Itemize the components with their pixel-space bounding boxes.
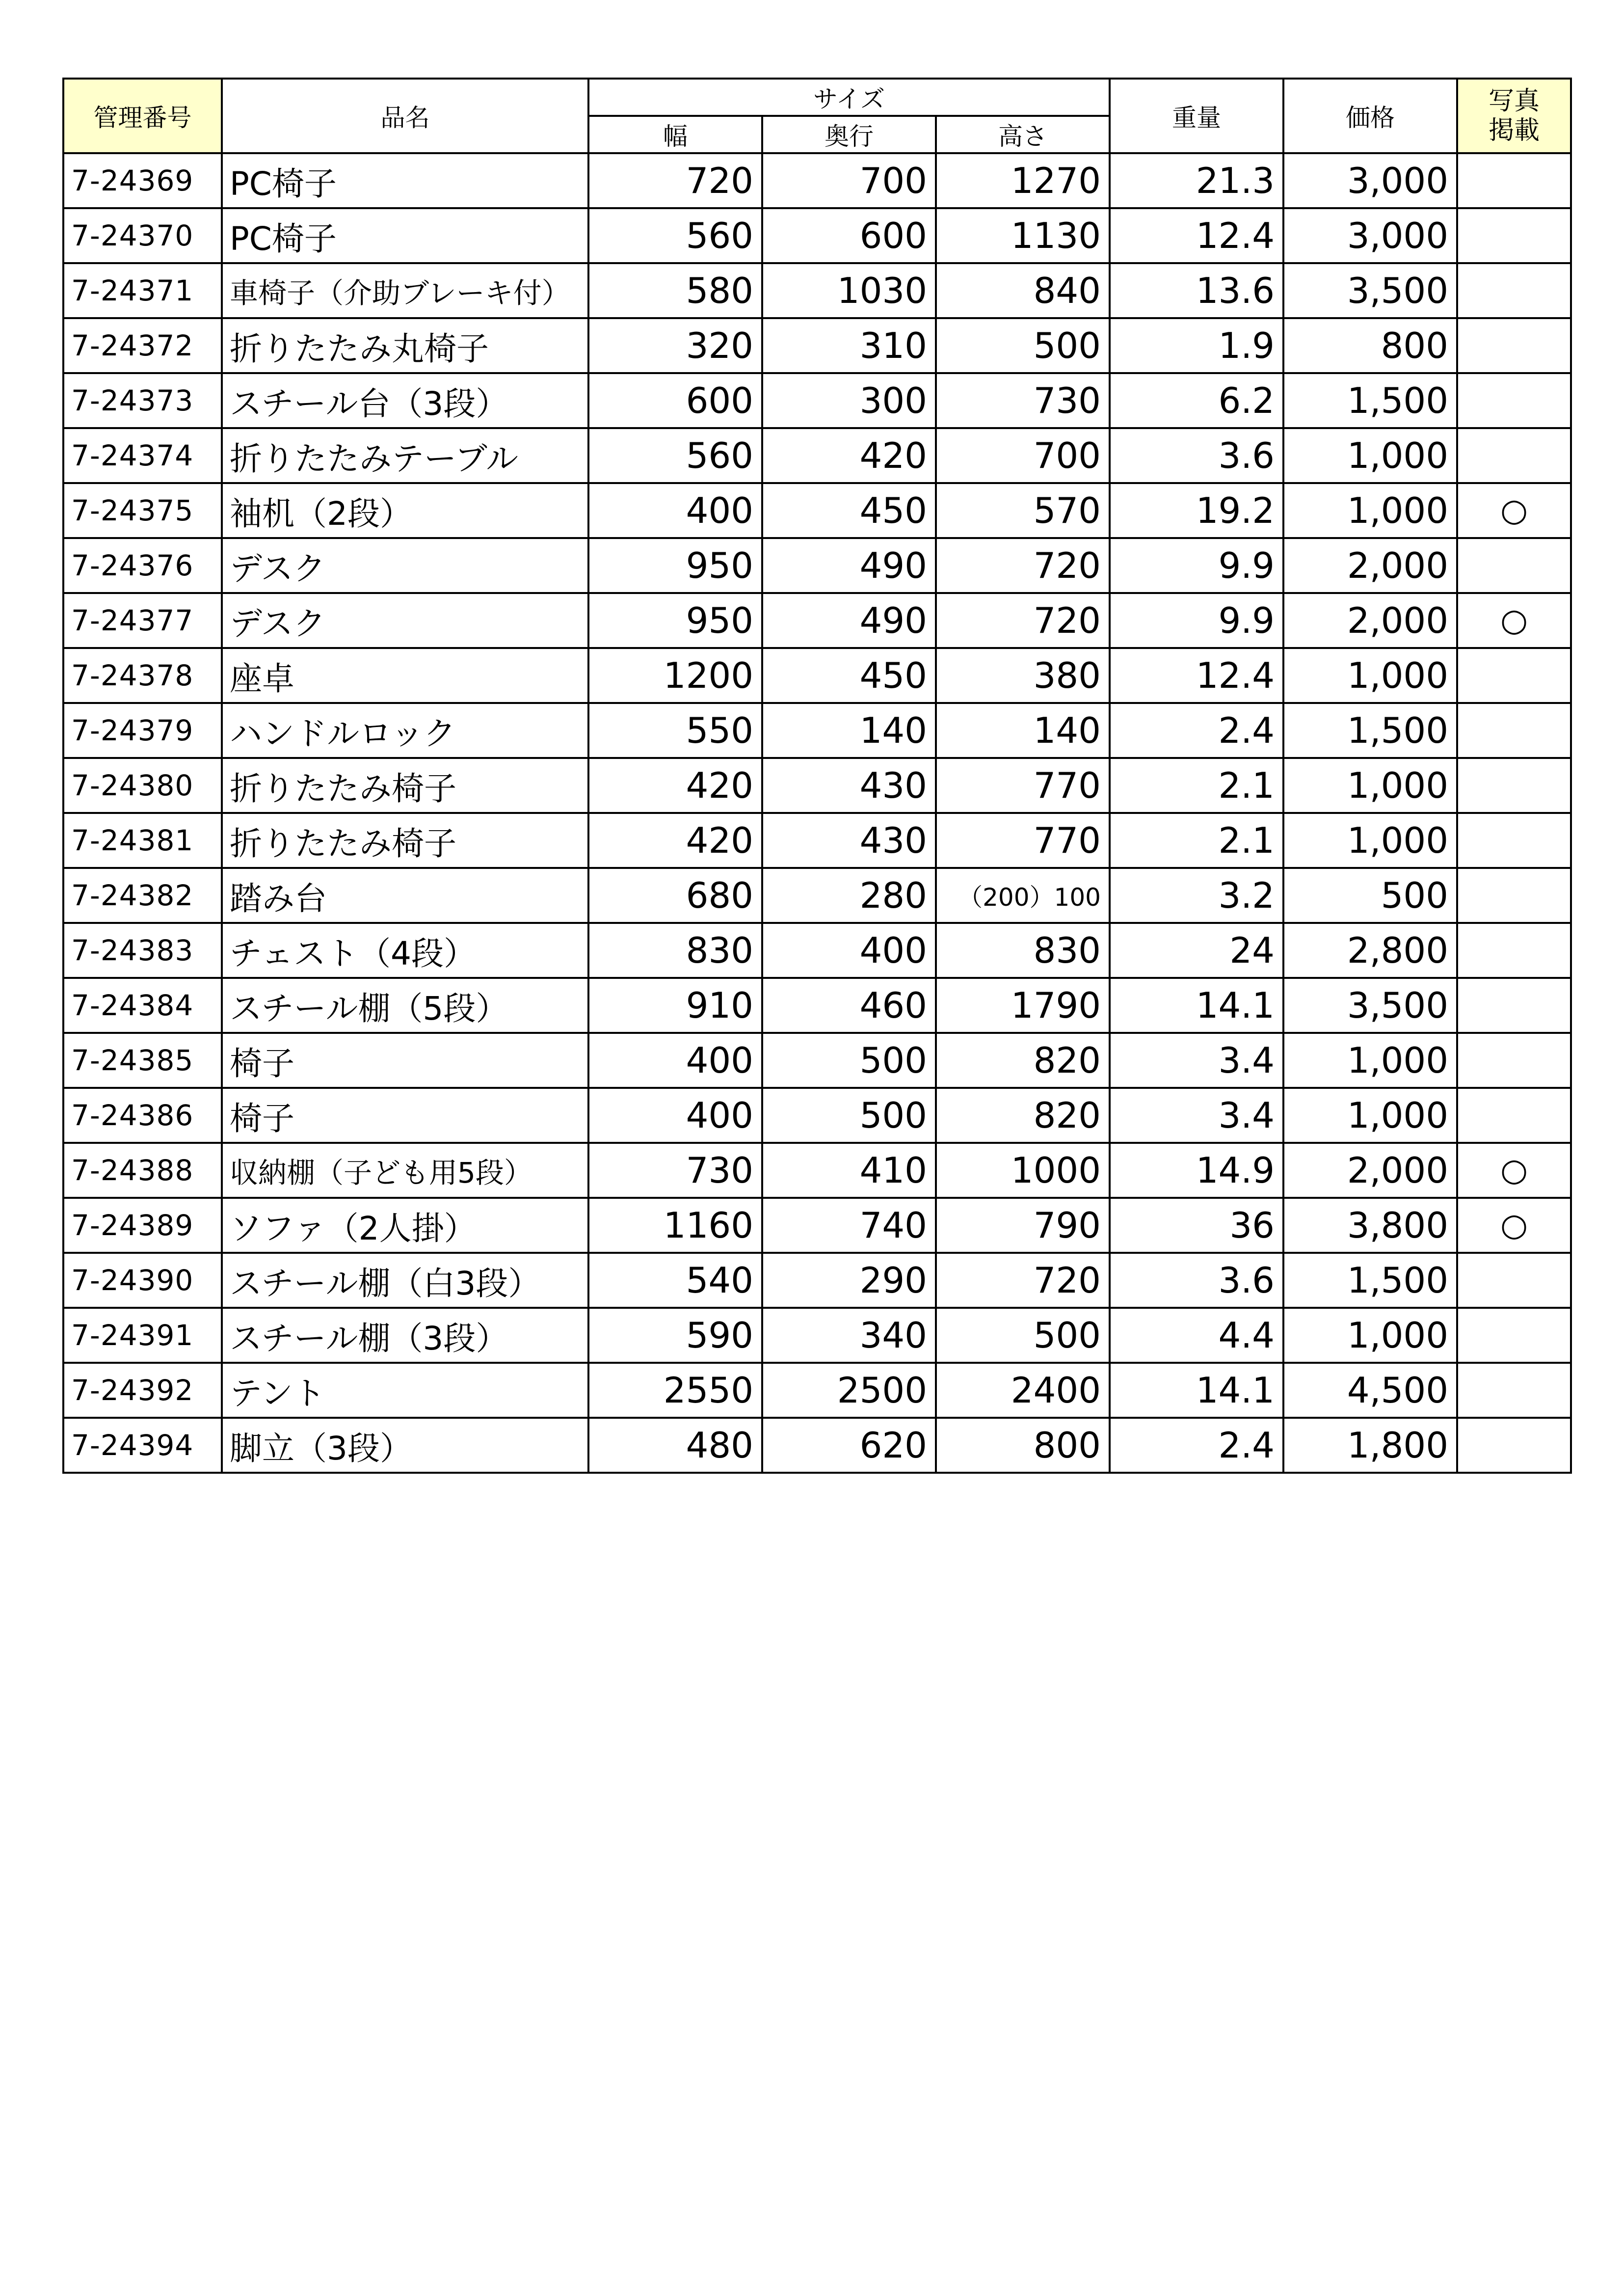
cell-code: 7-24377 bbox=[63, 593, 222, 648]
cell-weight: 24 bbox=[1110, 923, 1283, 978]
cell-depth: 450 bbox=[762, 483, 936, 538]
table-row bbox=[63, 1088, 1571, 1143]
cell-code: 7-24370 bbox=[63, 208, 222, 263]
table-row bbox=[63, 1253, 1571, 1308]
cell-price: 1,500 bbox=[1283, 373, 1457, 428]
cell-photo: ○ bbox=[1457, 593, 1571, 648]
table-row bbox=[63, 1308, 1571, 1363]
cell-code: 7-24392 bbox=[63, 1363, 222, 1418]
cell-price: 4,500 bbox=[1283, 1363, 1457, 1418]
cell-width: 1200 bbox=[588, 648, 762, 703]
table-row bbox=[63, 318, 1571, 373]
cell-weight: 2.1 bbox=[1110, 813, 1283, 868]
cell-code: 7-24383 bbox=[63, 923, 222, 978]
table-row bbox=[63, 648, 1571, 703]
cell-width: 910 bbox=[588, 978, 762, 1033]
cell-name: ソファ（2人掛） bbox=[222, 1198, 588, 1253]
cell-weight: 2.4 bbox=[1110, 703, 1283, 758]
cell-height: 500 bbox=[936, 1308, 1110, 1363]
cell-photo bbox=[1457, 263, 1571, 318]
header-weight: 重量 bbox=[1110, 79, 1283, 153]
cell-code: 7-24372 bbox=[63, 318, 222, 373]
cell-code: 7-24374 bbox=[63, 428, 222, 483]
cell-price: 1,800 bbox=[1283, 1418, 1457, 1473]
cell-name: 折りたたみ丸椅子 bbox=[222, 318, 588, 373]
cell-price: 1,500 bbox=[1283, 703, 1457, 758]
cell-code: 7-24378 bbox=[63, 648, 222, 703]
cell-depth: 410 bbox=[762, 1143, 936, 1198]
cell-weight: 2.1 bbox=[1110, 758, 1283, 813]
cell-name: テント bbox=[222, 1363, 588, 1418]
cell-name: 折りたたみ椅子 bbox=[222, 813, 588, 868]
table-row bbox=[63, 373, 1571, 428]
cell-code: 7-24375 bbox=[63, 483, 222, 538]
cell-width: 400 bbox=[588, 1088, 762, 1143]
cell-name: 車椅子（介助ブレーキ付） bbox=[222, 263, 588, 318]
cell-height: 2400 bbox=[936, 1363, 1110, 1418]
cell-width: 720 bbox=[588, 153, 762, 208]
cell-height: 720 bbox=[936, 1253, 1110, 1308]
cell-width: 730 bbox=[588, 1143, 762, 1198]
cell-width: 540 bbox=[588, 1253, 762, 1308]
cell-height: 1000 bbox=[936, 1143, 1110, 1198]
table-header bbox=[63, 79, 1571, 153]
table-row bbox=[63, 263, 1571, 318]
cell-photo bbox=[1457, 373, 1571, 428]
cell-weight: 6.2 bbox=[1110, 373, 1283, 428]
cell-width: 600 bbox=[588, 373, 762, 428]
cell-weight: 14.1 bbox=[1110, 1363, 1283, 1418]
table-body bbox=[63, 153, 1571, 1473]
cell-photo bbox=[1457, 318, 1571, 373]
cell-name: スチール台（3段） bbox=[222, 373, 588, 428]
cell-width: 950 bbox=[588, 538, 762, 593]
header-photo bbox=[1457, 79, 1571, 153]
cell-price: 3,500 bbox=[1283, 263, 1457, 318]
cell-name: 折りたたみ椅子 bbox=[222, 758, 588, 813]
cell-code: 7-24394 bbox=[63, 1418, 222, 1473]
cell-depth: 500 bbox=[762, 1033, 936, 1088]
cell-weight: 12.4 bbox=[1110, 208, 1283, 263]
cell-width: 2550 bbox=[588, 1363, 762, 1418]
cell-photo bbox=[1457, 703, 1571, 758]
cell-name: 座卓 bbox=[222, 648, 588, 703]
table-row bbox=[63, 208, 1571, 263]
cell-width: 580 bbox=[588, 263, 762, 318]
cell-weight: 3.4 bbox=[1110, 1088, 1283, 1143]
cell-depth: 620 bbox=[762, 1418, 936, 1473]
cell-height: （200）100 bbox=[936, 868, 1110, 923]
cell-code: 7-24385 bbox=[63, 1033, 222, 1088]
cell-width: 950 bbox=[588, 593, 762, 648]
cell-depth: 2500 bbox=[762, 1363, 936, 1418]
table-row bbox=[63, 758, 1571, 813]
inventory-table bbox=[62, 78, 1572, 1474]
cell-name: スチール棚（白3段） bbox=[222, 1253, 588, 1308]
cell-weight: 19.2 bbox=[1110, 483, 1283, 538]
cell-code: 7-24384 bbox=[63, 978, 222, 1033]
cell-price: 2,800 bbox=[1283, 923, 1457, 978]
cell-name: ハンドルロック bbox=[222, 703, 588, 758]
cell-width: 1160 bbox=[588, 1198, 762, 1253]
cell-depth: 740 bbox=[762, 1198, 936, 1253]
cell-name: 折りたたみテーブル bbox=[222, 428, 588, 483]
cell-width: 420 bbox=[588, 813, 762, 868]
cell-code: 7-24380 bbox=[63, 758, 222, 813]
cell-price: 1,000 bbox=[1283, 428, 1457, 483]
cell-name: PC椅子 bbox=[222, 153, 588, 208]
cell-depth: 290 bbox=[762, 1253, 936, 1308]
cell-height: 140 bbox=[936, 703, 1110, 758]
cell-weight: 3.6 bbox=[1110, 428, 1283, 483]
cell-photo bbox=[1457, 538, 1571, 593]
cell-weight: 4.4 bbox=[1110, 1308, 1283, 1363]
cell-code: 7-24381 bbox=[63, 813, 222, 868]
table-row bbox=[63, 923, 1571, 978]
table-row bbox=[63, 703, 1571, 758]
table-row bbox=[63, 1418, 1571, 1473]
table-row bbox=[63, 483, 1571, 538]
cell-photo: ○ bbox=[1457, 1198, 1571, 1253]
header-code: 管理番号 bbox=[63, 79, 222, 153]
cell-code: 7-24369 bbox=[63, 153, 222, 208]
cell-photo bbox=[1457, 978, 1571, 1033]
header-photo-line1: 写真 bbox=[1488, 86, 1540, 116]
cell-price: 500 bbox=[1283, 868, 1457, 923]
cell-price: 1,500 bbox=[1283, 1253, 1457, 1308]
cell-height: 720 bbox=[936, 593, 1110, 648]
cell-height: 730 bbox=[936, 373, 1110, 428]
cell-width: 560 bbox=[588, 208, 762, 263]
cell-width: 680 bbox=[588, 868, 762, 923]
cell-depth: 490 bbox=[762, 593, 936, 648]
cell-photo bbox=[1457, 868, 1571, 923]
cell-height: 1130 bbox=[936, 208, 1110, 263]
cell-weight: 3.4 bbox=[1110, 1033, 1283, 1088]
cell-depth: 340 bbox=[762, 1308, 936, 1363]
cell-name: 脚立（3段） bbox=[222, 1418, 588, 1473]
cell-price: 1,000 bbox=[1283, 1033, 1457, 1088]
cell-photo bbox=[1457, 923, 1571, 978]
cell-height: 820 bbox=[936, 1033, 1110, 1088]
cell-price: 1,000 bbox=[1283, 483, 1457, 538]
cell-name: スチール棚（3段） bbox=[222, 1308, 588, 1363]
cell-price: 2,000 bbox=[1283, 593, 1457, 648]
cell-price: 3,800 bbox=[1283, 1198, 1457, 1253]
cell-photo bbox=[1457, 758, 1571, 813]
cell-height: 840 bbox=[936, 263, 1110, 318]
cell-price: 2,000 bbox=[1283, 1143, 1457, 1198]
cell-photo bbox=[1457, 1363, 1571, 1418]
cell-weight: 21.3 bbox=[1110, 153, 1283, 208]
cell-price: 1,000 bbox=[1283, 648, 1457, 703]
header-height: 高さ bbox=[936, 116, 1110, 153]
cell-price: 1,000 bbox=[1283, 813, 1457, 868]
table-row bbox=[63, 813, 1571, 868]
cell-width: 560 bbox=[588, 428, 762, 483]
cell-name: スチール棚（5段） bbox=[222, 978, 588, 1033]
header-photo-line2: 掲載 bbox=[1488, 116, 1540, 145]
cell-code: 7-24386 bbox=[63, 1088, 222, 1143]
cell-photo bbox=[1457, 208, 1571, 263]
cell-code: 7-24371 bbox=[63, 263, 222, 318]
cell-code: 7-24390 bbox=[63, 1253, 222, 1308]
cell-depth: 700 bbox=[762, 153, 936, 208]
cell-width: 400 bbox=[588, 483, 762, 538]
cell-weight: 13.6 bbox=[1110, 263, 1283, 318]
cell-price: 1,000 bbox=[1283, 1088, 1457, 1143]
cell-width: 420 bbox=[588, 758, 762, 813]
cell-height: 380 bbox=[936, 648, 1110, 703]
cell-height: 800 bbox=[936, 1418, 1110, 1473]
cell-depth: 280 bbox=[762, 868, 936, 923]
cell-code: 7-24391 bbox=[63, 1308, 222, 1363]
cell-depth: 310 bbox=[762, 318, 936, 373]
table-row bbox=[63, 868, 1571, 923]
cell-name: 袖机（2段） bbox=[222, 483, 588, 538]
cell-weight: 14.1 bbox=[1110, 978, 1283, 1033]
table-row bbox=[63, 428, 1571, 483]
cell-depth: 450 bbox=[762, 648, 936, 703]
table-row bbox=[63, 593, 1571, 648]
cell-price: 2,000 bbox=[1283, 538, 1457, 593]
table-row bbox=[63, 978, 1571, 1033]
header-width: 幅 bbox=[588, 116, 762, 153]
cell-photo bbox=[1457, 1088, 1571, 1143]
cell-name: デスク bbox=[222, 593, 588, 648]
cell-weight: 3.6 bbox=[1110, 1253, 1283, 1308]
cell-width: 480 bbox=[588, 1418, 762, 1473]
cell-name: 椅子 bbox=[222, 1033, 588, 1088]
cell-price: 1,000 bbox=[1283, 758, 1457, 813]
cell-height: 770 bbox=[936, 813, 1110, 868]
cell-height: 1790 bbox=[936, 978, 1110, 1033]
cell-price: 1,000 bbox=[1283, 1308, 1457, 1363]
cell-height: 1270 bbox=[936, 153, 1110, 208]
header-price: 価格 bbox=[1283, 79, 1457, 153]
cell-name: PC椅子 bbox=[222, 208, 588, 263]
cell-height: 830 bbox=[936, 923, 1110, 978]
cell-name: 椅子 bbox=[222, 1088, 588, 1143]
cell-photo: ○ bbox=[1457, 1143, 1571, 1198]
cell-depth: 460 bbox=[762, 978, 936, 1033]
cell-depth: 1030 bbox=[762, 263, 936, 318]
cell-weight: 3.2 bbox=[1110, 868, 1283, 923]
cell-width: 830 bbox=[588, 923, 762, 978]
cell-weight: 2.4 bbox=[1110, 1418, 1283, 1473]
cell-depth: 430 bbox=[762, 758, 936, 813]
cell-code: 7-24382 bbox=[63, 868, 222, 923]
cell-weight: 14.9 bbox=[1110, 1143, 1283, 1198]
cell-height: 720 bbox=[936, 538, 1110, 593]
cell-price: 3,000 bbox=[1283, 208, 1457, 263]
cell-photo bbox=[1457, 1308, 1571, 1363]
header-depth: 奥行 bbox=[762, 116, 936, 153]
cell-code: 7-24389 bbox=[63, 1198, 222, 1253]
cell-price: 3,000 bbox=[1283, 153, 1457, 208]
cell-name: チェスト（4段） bbox=[222, 923, 588, 978]
cell-name: 踏み台 bbox=[222, 868, 588, 923]
cell-photo bbox=[1457, 813, 1571, 868]
cell-depth: 420 bbox=[762, 428, 936, 483]
cell-code: 7-24379 bbox=[63, 703, 222, 758]
cell-depth: 400 bbox=[762, 923, 936, 978]
cell-height: 820 bbox=[936, 1088, 1110, 1143]
cell-depth: 500 bbox=[762, 1088, 936, 1143]
cell-height: 700 bbox=[936, 428, 1110, 483]
cell-depth: 490 bbox=[762, 538, 936, 593]
cell-name: デスク bbox=[222, 538, 588, 593]
table-row bbox=[63, 538, 1571, 593]
cell-photo bbox=[1457, 1253, 1571, 1308]
cell-code: 7-24373 bbox=[63, 373, 222, 428]
cell-width: 550 bbox=[588, 703, 762, 758]
cell-depth: 600 bbox=[762, 208, 936, 263]
cell-code: 7-24388 bbox=[63, 1143, 222, 1198]
table-row bbox=[63, 1363, 1571, 1418]
cell-depth: 140 bbox=[762, 703, 936, 758]
cell-name: 収納棚（子ども用5段） bbox=[222, 1143, 588, 1198]
cell-height: 570 bbox=[936, 483, 1110, 538]
cell-width: 400 bbox=[588, 1033, 762, 1088]
cell-photo bbox=[1457, 1033, 1571, 1088]
table-row bbox=[63, 1033, 1571, 1088]
table-row bbox=[63, 1198, 1571, 1253]
cell-weight: 36 bbox=[1110, 1198, 1283, 1253]
cell-photo: ○ bbox=[1457, 483, 1571, 538]
cell-height: 500 bbox=[936, 318, 1110, 373]
cell-photo bbox=[1457, 153, 1571, 208]
cell-depth: 430 bbox=[762, 813, 936, 868]
cell-height: 770 bbox=[936, 758, 1110, 813]
cell-weight: 9.9 bbox=[1110, 593, 1283, 648]
header-size: サイズ bbox=[588, 79, 1110, 116]
cell-width: 590 bbox=[588, 1308, 762, 1363]
cell-photo bbox=[1457, 1418, 1571, 1473]
cell-width: 320 bbox=[588, 318, 762, 373]
cell-price: 800 bbox=[1283, 318, 1457, 373]
cell-photo bbox=[1457, 648, 1571, 703]
table-row bbox=[63, 1143, 1571, 1198]
cell-code: 7-24376 bbox=[63, 538, 222, 593]
cell-price: 3,500 bbox=[1283, 978, 1457, 1033]
cell-weight: 9.9 bbox=[1110, 538, 1283, 593]
cell-photo bbox=[1457, 428, 1571, 483]
cell-weight: 12.4 bbox=[1110, 648, 1283, 703]
cell-depth: 300 bbox=[762, 373, 936, 428]
cell-height: 790 bbox=[936, 1198, 1110, 1253]
table-row bbox=[63, 153, 1571, 208]
header-name: 品名 bbox=[222, 79, 588, 153]
cell-weight: 1.9 bbox=[1110, 318, 1283, 373]
